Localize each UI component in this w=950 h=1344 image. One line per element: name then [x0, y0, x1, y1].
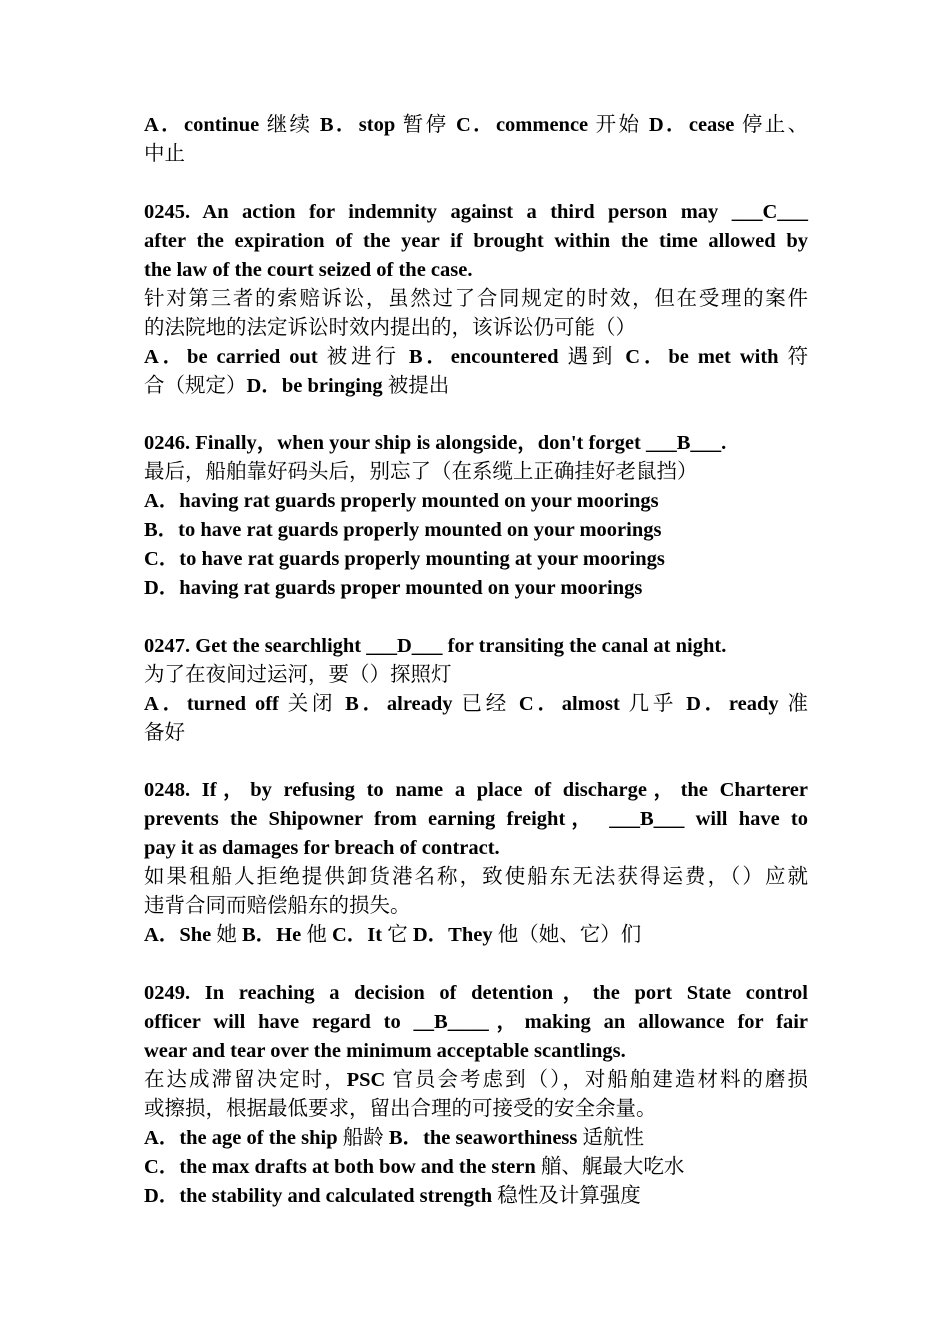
option-translation: 关闭 [287, 692, 337, 715]
option-translation: 他 [306, 924, 327, 946]
option-translation: 继续 [266, 114, 313, 136]
option-translation: 她 [216, 924, 237, 946]
document-page [144, 111, 808, 1211]
option-translation: 适航性 [582, 1126, 644, 1149]
question-0249 [144, 979, 808, 1211]
option-translation: 已经 [461, 692, 510, 715]
option-text: stop [358, 114, 396, 136]
question-text: wear and tear over the minimum acceptable scantlings. [144, 1039, 626, 1062]
option-text: It [367, 924, 383, 946]
option-text: almost [561, 692, 620, 715]
option-translation: 遇到 [567, 345, 617, 368]
option-letter: A． [144, 114, 185, 136]
question-translation: 如果租船人拒绝提供卸货港名称，致使船东无法获得运费，（）应就 [144, 866, 808, 888]
question-text: 0245. An action for indemnity against a third person may ___C___ [144, 200, 808, 223]
option-translation: 几乎 [628, 692, 678, 715]
option-text: already [386, 692, 453, 715]
option-letter: D． [686, 692, 729, 715]
option-letter: D． [648, 114, 689, 136]
option-translation: 稳性及计算强度 [497, 1184, 641, 1207]
option-letter: B． [319, 114, 359, 136]
question-translation: 或擦损，根据最低要求，留出合理的可接受的安全余量。 [144, 1097, 657, 1120]
option-text: the age of the ship [179, 1126, 338, 1149]
option-text: cease [688, 114, 735, 136]
option-text: the max drafts at both bow and the stern [179, 1155, 536, 1178]
option-translation: 暂停 [402, 114, 449, 136]
option-d: D．having rat guards proper mounted on your moorings [144, 577, 643, 599]
option-c: C．to have rat guards properly mounting at your moorings [144, 548, 665, 570]
question-text: prevents the Shipowner from earning freight， ___B___ will have to [144, 808, 808, 830]
question-translation: 违背合同而赔偿船东的损失。 [144, 895, 411, 917]
question-translation: 的法院地的法定诉讼时效内提出的，该诉讼仍可能（） [144, 316, 636, 339]
option-text: the stability and calculated strength [179, 1184, 493, 1207]
options-line-continued: 中止 [144, 143, 185, 165]
option-translation: 被进行 [326, 345, 400, 368]
options-line [144, 921, 808, 950]
option-letter: C． [455, 114, 496, 136]
options-line [144, 111, 808, 140]
option-text: commence [495, 114, 589, 136]
option-letter: D． [246, 374, 282, 397]
options-line [144, 690, 808, 719]
option-letter: C． [625, 345, 669, 368]
question-text: officer will have regard to __B____，making an allowance for fair [144, 1010, 808, 1033]
options-line-continued: 备好 [144, 721, 185, 744]
option-text: the seaworthiness [423, 1126, 578, 1149]
option-text: ready [728, 692, 779, 715]
option-letter: C． [518, 692, 562, 715]
option-letter: B． [345, 692, 387, 715]
options-line [144, 372, 808, 401]
option-translation: 艏、艉最大吃水 [540, 1155, 685, 1178]
option-letter: A． [144, 1126, 180, 1149]
option-text: turned off [186, 692, 279, 715]
option-translation: 他（她、它）们 [497, 924, 642, 946]
option-letter: B． [388, 1126, 424, 1149]
option-letter: A． [144, 345, 188, 368]
question-text: 0247. Get the searchlight ___D___ for transiting the canal at night. [144, 634, 727, 657]
options-line [144, 1124, 808, 1153]
option-a: A．having rat guards properly mounted on your moorings [144, 490, 659, 512]
option-letter: A． [144, 924, 180, 946]
question-0245 [144, 198, 808, 401]
option-letter: C． [144, 1155, 180, 1178]
option-letter: D． [412, 924, 449, 946]
option-translation: 合（规定） [144, 374, 247, 397]
option-translation: 被提出 [387, 374, 450, 397]
translation-part: 在达成滞留决定时， [144, 1068, 347, 1091]
question-text: 0248. If，by refusing to name a place of discharge，the Charterer [144, 779, 808, 801]
question-text: pay it as damages for breach of contract. [144, 837, 500, 859]
option-text: encountered [450, 345, 559, 368]
question-0248 [144, 776, 808, 950]
option-text: They [448, 924, 493, 946]
option-translation: 停止、 [741, 114, 809, 136]
option-letter: C． [331, 924, 368, 946]
option-letter: B． [408, 345, 451, 368]
option-letter: D． [144, 1184, 180, 1207]
option-text: be bringing [281, 374, 383, 397]
question-0246 [144, 429, 808, 603]
question-translation: 针对第三者的索赔诉讼，虽然过了合同规定的时效，但在受理的案件 [144, 287, 808, 310]
question-text: 0246. Finally，when your ship is alongside，don't forget ___B___. [144, 432, 727, 454]
option-translation: 符 [787, 345, 809, 368]
option-text: He [276, 924, 302, 946]
translation-acronym: PSC [346, 1068, 386, 1091]
option-b: B．to have rat guards properly mounted on your moorings [144, 519, 662, 541]
question-0247 [144, 632, 808, 748]
option-translation: 准 [787, 692, 809, 715]
question-translation: 最后，船舶靠好码头后，别忘了（在系缆上正确挂好老鼠挡） [144, 461, 698, 483]
options-line [144, 343, 808, 372]
question-text: 0249. In reaching a decision of detention，the port State control [144, 981, 808, 1004]
option-text: continue [184, 114, 260, 136]
question-text: after the expiration of the year if brought within the time allowed by [144, 229, 808, 252]
option-translation: 开始 [595, 114, 642, 136]
option-text: She [179, 924, 212, 946]
option-letter: A． [144, 692, 187, 715]
options-line [144, 1182, 808, 1211]
question-translation: 为了在夜间过运河，要（）探照灯 [144, 663, 452, 686]
options-line [144, 1153, 808, 1182]
option-translation: 它 [387, 924, 408, 946]
option-letter: B． [241, 924, 277, 946]
question-translation [144, 1066, 808, 1095]
option-text: be met with [668, 345, 779, 368]
option-text: be carried out [187, 345, 318, 368]
question-text: the law of the court seized of the case. [144, 258, 473, 281]
translation-part: 官员会考虑到（），对船舶建造材料的磨损 [392, 1068, 808, 1091]
option-translation: 船龄 [342, 1126, 384, 1149]
